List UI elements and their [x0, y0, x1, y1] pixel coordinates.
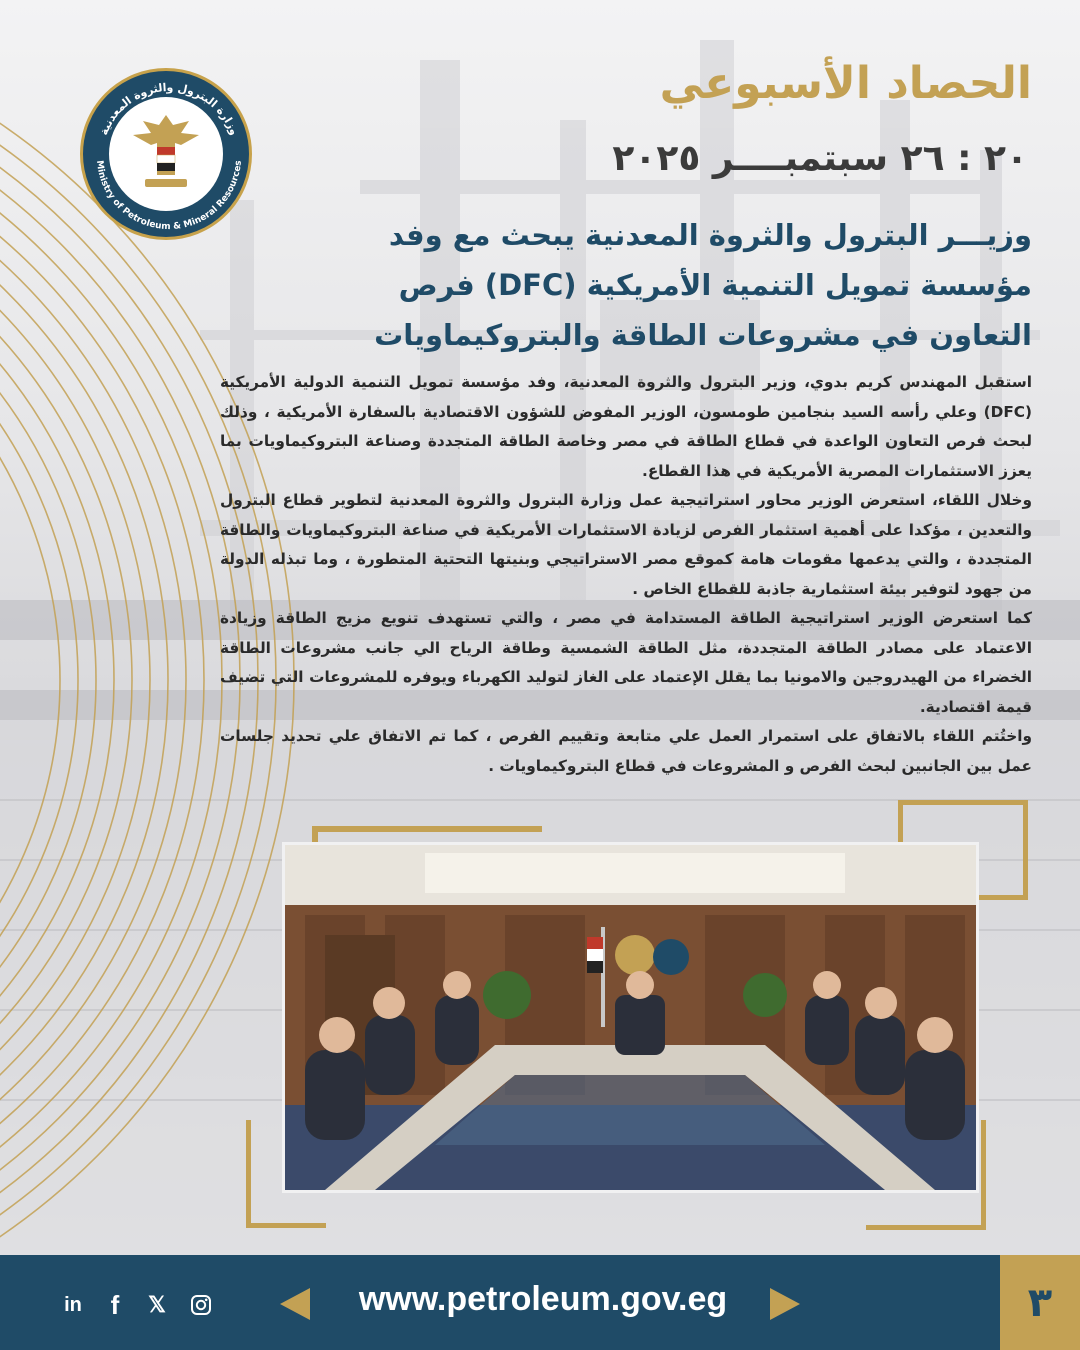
body-paragraph: كما استعرض الوزير استراتيجية الطاقة المستدامة في مصر ، والتي تستهدف تنويع مزيج الطاقة وزيادة الاعتماد على مصادر الطاقة المتجددة، مثل الطاقة الشمسية وطاقة الرياح الي جانب مشروعات الطاقة الخضراء من الهيدروجين والامونيا بما يقلل الإعتماد على الغاز لتوليد الكهرباء ويوفره للمشروعات التي تضيف قيمة اقتصادية.: [220, 609, 1032, 716]
body-paragraph: وخلال اللقاء، استعرض الوزير محاور استراتيجية عمل وزارة البترول والثروة المعدنية لتطوير قطاع البترول والتعدين ، مؤكدا على أهمية استثمار الفرص لزيادة الاستثمارات الأمريكية في صناعة البتروكيماويات والطاقة المتجددة ، والتي يدعمها مقومات هامة كموقع مصر الاستراتيجي وبنيتها التحتية المتطورة ، وما تبذله الدولة من جهود لتوفير بيئة استثمارية جاذبة للقطاع الخاص .: [220, 491, 1032, 598]
article-body: [220, 368, 1032, 781]
linkedin-icon[interactable]: in: [64, 1293, 82, 1316]
next-arrow-icon[interactable]: [766, 1286, 802, 1322]
page-number-badge: [1000, 1255, 1080, 1350]
instagram-icon[interactable]: [186, 1290, 216, 1320]
date-range: ٢٠ : ٢٦ سبتمبــــر ٢٠٢٥: [612, 138, 1028, 179]
logo-english-text: Ministry of Petroleum & Mineral Resources: [93, 159, 244, 233]
facebook-icon[interactable]: f: [110, 1289, 120, 1320]
logo-emblem: [109, 97, 223, 211]
meeting-room-illustration: [285, 845, 976, 1190]
logo-arabic-text: وزارة البترول والثروة المعدنية: [97, 80, 241, 137]
body-paragraph: استقبل المهندس كريم بدوي، وزير البترول والثروة المعدنية، وفد مؤسسة تمويل التنمية الدولية الأمريكية (DFC) وعلي رأسه السيد بنجامين طومسون، الوزير المفوض للشؤون الاقتصادية بالسفارة الأمريكية ، وذلك لبحث فرص التعاون الواعدة في قطاع الطاقة في مصر وخاصة الطاقة المتجددة وصناعة البتروكيماويات بما يعزز الاستثمارات المصرية الأمريكية في هذا القطاع.: [220, 373, 1032, 480]
ministry-logo: [80, 68, 252, 240]
body-paragraph: واختُتم اللقاء بالاتفاق على استمرار العمل علي متابعة وتقييم الفرص ، كما تم الاتفاق علي تحديد جلسات عمل بين الجانبين لبحث الفرص و المشروعات في قطاع البتروكيماويات .: [220, 727, 1032, 775]
news-headline: وزيـــر البترول والثروة المعدنية يبحث مع وفد مؤسسة تمويل التنمية الأمريكية (DFC) فرص التعاون في مشروعات الطاقة والبتروكيماويات: [374, 218, 1032, 352]
page-title: الحصاد الأسبوعي: [659, 58, 1032, 109]
x-icon[interactable]: 𝕏: [148, 1292, 166, 1317]
meeting-photo: [282, 842, 979, 1193]
previous-arrow-icon[interactable]: [278, 1286, 314, 1322]
page-number: ٣: [1027, 1279, 1053, 1326]
website-link[interactable]: www.petroleum.gov.eg: [358, 1280, 728, 1318]
eagle-icon: [109, 97, 223, 211]
